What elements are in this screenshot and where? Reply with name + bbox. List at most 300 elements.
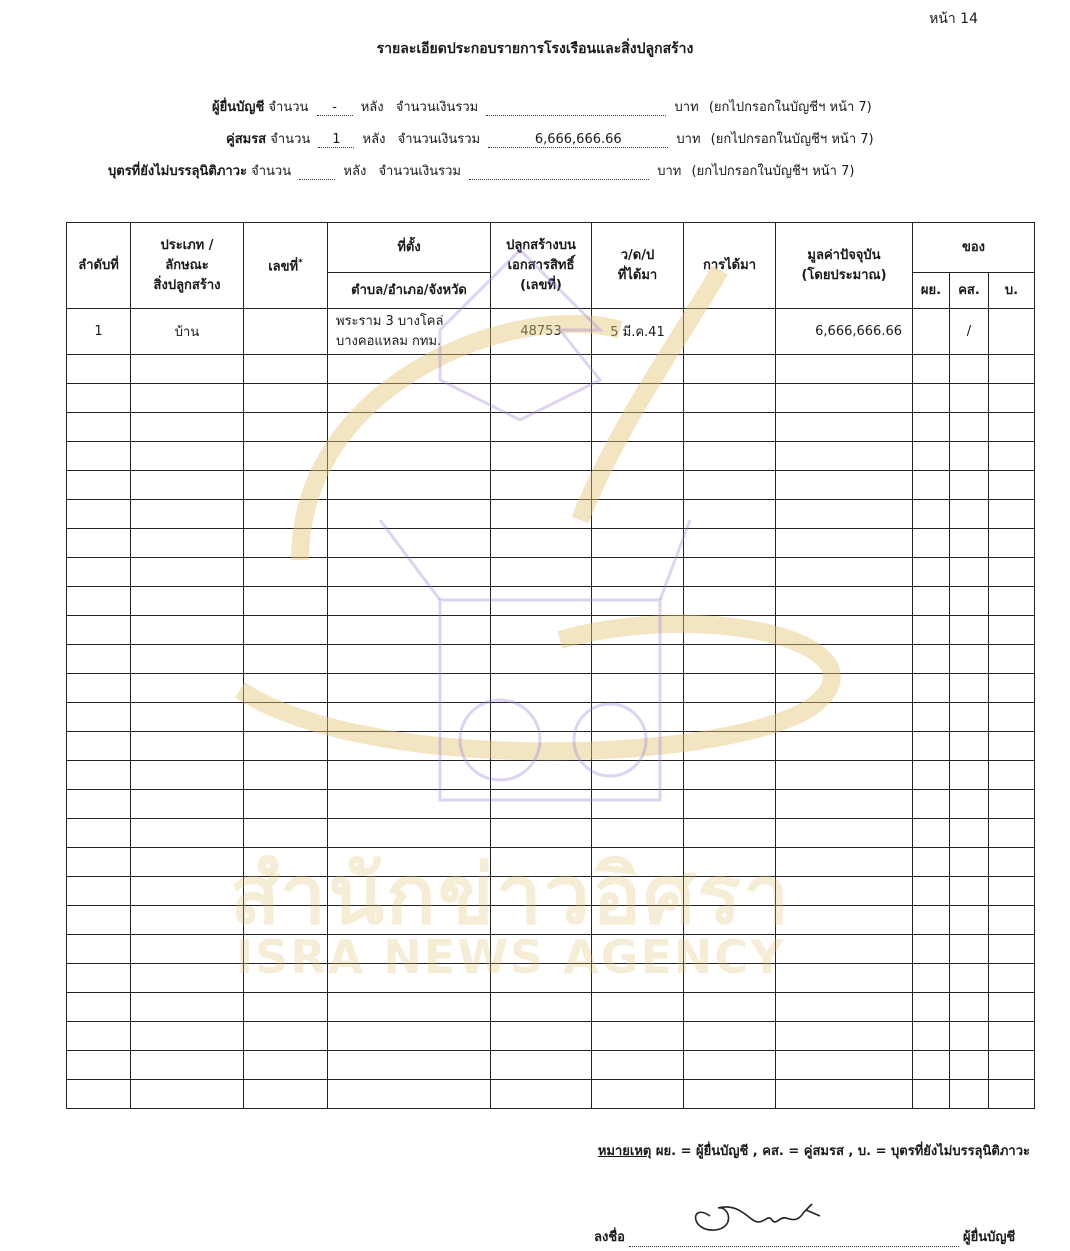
table-cell-empty [491,384,592,413]
table-cell-empty [684,384,776,413]
table-cell-empty [913,761,950,790]
summary-amount-label: จำนวนเงินรวม [395,100,479,115]
table-row-empty [67,732,1035,761]
table-cell-empty [328,558,491,587]
table-cell-empty [491,674,592,703]
table-row-empty [67,471,1035,500]
table-cell-empty [491,413,592,442]
footnote-label: หมายเหตุ [597,1144,652,1159]
table-cell-empty [491,558,592,587]
table-cell-empty [684,819,776,848]
table-cell-empty [592,558,684,587]
table-cell-empty [592,413,684,442]
table-cell-empty [244,877,328,906]
summary-currency: บาท [676,132,701,147]
header-owner: ของ [913,223,1035,273]
header-deed-line: เอกสารสิทธิ์ [507,257,575,273]
table-cell-empty [491,442,592,471]
table-cell-empty [776,790,913,819]
table-cell-empty [491,703,592,732]
cell-number [244,309,328,355]
table-cell-empty [684,993,776,1022]
table-cell-empty [131,384,244,413]
header-location: ที่ตั้ง [328,223,491,273]
table-cell-empty [131,471,244,500]
table-cell-empty [67,529,131,558]
table-cell-empty [684,964,776,993]
table-row-empty [67,587,1035,616]
table-cell-empty [131,993,244,1022]
table-cell-empty [684,790,776,819]
table-cell-empty [491,1022,592,1051]
table-cell-empty [328,616,491,645]
cell-value: 6,666,666.66 [776,309,913,355]
table-cell-empty [989,761,1035,790]
table-cell-empty [131,761,244,790]
table-row-empty [67,384,1035,413]
table-cell-empty [67,848,131,877]
table-cell-empty [989,616,1035,645]
table-row-empty [67,703,1035,732]
table-cell-empty [950,413,989,442]
table-cell-empty [913,500,950,529]
table-cell-empty [950,1022,989,1051]
table-cell-empty [131,703,244,732]
table-cell-empty [592,384,684,413]
header-value-line: มูลค่าปัจจุบัน [807,247,881,263]
table-cell-empty [244,964,328,993]
table-cell-empty [131,790,244,819]
table-cell-empty [328,993,491,1022]
table-cell-empty [67,384,131,413]
table-cell-empty [592,761,684,790]
table-cell-empty [592,1022,684,1051]
table-cell-empty [913,1051,950,1080]
watermark-thai: สำนักข่าวอิศรา [230,848,792,943]
table-cell-empty [244,529,328,558]
table-cell-empty [131,442,244,471]
table-cell-empty [328,529,491,558]
table-cell-empty [67,703,131,732]
table-cell-empty [913,819,950,848]
table-cell-empty [328,645,491,674]
table-cell-empty [244,1051,328,1080]
table-cell-empty [244,1080,328,1109]
table-cell-empty [776,761,913,790]
table-cell-empty [950,819,989,848]
summary-unit: หลัง [343,164,367,179]
table-cell-empty [491,819,592,848]
table-cell-empty [776,1080,913,1109]
table-cell-empty [989,355,1035,384]
table-cell-empty [244,703,328,732]
table-cell-empty [776,413,913,442]
summary-count [299,164,335,180]
header-date-line: ที่ได้มา [617,267,658,283]
table-cell-empty [131,1051,244,1080]
table-cell-empty [913,906,950,935]
table-row-empty [67,645,1035,674]
table-cell-empty [67,355,131,384]
table-cell-empty [328,442,491,471]
watermark-english: ISRA NEWS AGENCY [236,930,786,984]
table-row-empty [67,616,1035,645]
table-cell-empty [244,587,328,616]
table-cell-empty [776,616,913,645]
table-cell-empty [989,1022,1035,1051]
table-cell-empty [776,819,913,848]
table-cell-empty [592,442,684,471]
table-cell-empty [950,384,989,413]
table-cell-empty [913,732,950,761]
table-cell-empty [67,732,131,761]
table-cell-empty [67,964,131,993]
table-cell-empty [776,674,913,703]
table-cell-empty [950,790,989,819]
table-cell-empty [989,1051,1035,1080]
table-cell-empty [913,616,950,645]
cell-owner-declarant [913,309,950,355]
table-cell-empty [684,558,776,587]
table-cell-empty [592,645,684,674]
summary-unit: หลัง [362,132,386,147]
table-cell-empty [950,703,989,732]
table-cell-empty [592,877,684,906]
table-cell-empty [684,442,776,471]
cell-location-line: บางคอแหลม กทม. [336,333,442,349]
table-cell-empty [491,761,592,790]
header-number [244,223,328,309]
table-cell-empty [67,500,131,529]
table-cell-empty [131,413,244,442]
table-cell-empty [328,674,491,703]
table-cell-empty [684,674,776,703]
table-cell-empty [244,906,328,935]
table-cell-empty [776,529,913,558]
table-cell-empty [491,587,592,616]
table-cell-empty [950,674,989,703]
table-cell-empty [913,355,950,384]
table-row-empty [67,1022,1035,1051]
table-row-empty [67,819,1035,848]
table-cell-empty [950,935,989,964]
table-cell-empty [950,558,989,587]
table-cell-empty [491,645,592,674]
table-cell-empty [989,877,1035,906]
table-cell-empty [913,703,950,732]
summary-count-label: จำนวน [251,164,292,179]
table-cell-empty [67,761,131,790]
table-cell-empty [684,645,776,674]
table-cell-empty [131,1080,244,1109]
table-cell-empty [950,993,989,1022]
table-cell-empty [67,1051,131,1080]
table-row-empty [67,413,1035,442]
summary-person: ผู้ยื่นบัญชี [212,100,265,115]
table-cell-empty [244,413,328,442]
table-cell-empty [244,645,328,674]
table-cell-empty [684,877,776,906]
table-cell-empty [592,616,684,645]
table-cell-empty [491,616,592,645]
table-cell-empty [776,732,913,761]
table-cell-empty [592,500,684,529]
table-cell-empty [491,732,592,761]
table-cell-empty [328,935,491,964]
table-cell-empty [244,471,328,500]
table-cell-empty [776,471,913,500]
table-cell-empty [913,877,950,906]
table-cell-empty [244,355,328,384]
summary-note: (ยกไปกรอกในบัญชีฯ หน้า 7) [710,132,874,147]
table-cell-empty [491,848,592,877]
table-cell-empty [131,558,244,587]
header-date [592,223,684,309]
table-cell-empty [67,1080,131,1109]
table-cell-empty [989,471,1035,500]
table-cell-empty [328,732,491,761]
table-cell-empty [684,616,776,645]
table-cell-empty [131,1022,244,1051]
table-cell-empty [244,993,328,1022]
table-cell-empty [491,1080,592,1109]
table-cell-empty [328,1022,491,1051]
table-cell-empty [491,935,592,964]
table-cell-empty [776,355,913,384]
table-row-empty [67,442,1035,471]
table-cell-empty [989,1080,1035,1109]
footnote-text: ผย. = ผู้ยื่นบัญชี , คส. = คู่สมรส , บ. = บุตรที่ยังไม่บรรลุนิติภาวะ [655,1144,1030,1159]
table-row-empty [67,848,1035,877]
cell-owner-spouse: / [950,309,989,355]
table-cell-empty [592,964,684,993]
table-cell-empty [131,587,244,616]
table-cell-empty [491,529,592,558]
table-cell-empty [244,384,328,413]
table-cell-empty [592,935,684,964]
table-cell-empty [913,674,950,703]
table-row-empty [67,1080,1035,1109]
table-cell-empty [989,384,1035,413]
table-cell-empty [328,761,491,790]
table-cell-empty [491,906,592,935]
table-cell-empty [67,877,131,906]
table-cell-empty [491,993,592,1022]
table-cell-empty [950,732,989,761]
table-cell-empty [989,558,1035,587]
header-date-line: ว/ด/ป [620,247,655,263]
table-cell-empty [684,471,776,500]
signature-line [594,1226,1015,1247]
table-cell-empty [491,355,592,384]
table-cell-empty [244,761,328,790]
table-cell-empty [67,413,131,442]
summary-amount [486,100,666,116]
table-cell-empty [244,558,328,587]
summary-unit: หลัง [360,100,384,115]
table-cell-empty [592,529,684,558]
table-cell-empty [684,1022,776,1051]
table-cell-empty [328,384,491,413]
table-cell-empty [328,355,491,384]
table-cell-empty [592,1080,684,1109]
table-row-empty [67,761,1035,790]
table-cell-empty [776,384,913,413]
table-cell-empty [989,819,1035,848]
table-cell-empty [131,645,244,674]
table-cell-empty [950,848,989,877]
table-cell-empty [592,674,684,703]
table-cell-empty [776,1022,913,1051]
table-cell-empty [328,848,491,877]
table-cell-empty [989,790,1035,819]
table-cell-empty [950,964,989,993]
table-cell-empty [989,906,1035,935]
table-cell-empty [989,848,1035,877]
table-cell-empty [491,471,592,500]
table-cell-empty [776,848,913,877]
table-cell-empty [950,1080,989,1109]
table-cell-empty [989,674,1035,703]
table-cell-empty [131,500,244,529]
table-cell-empty [328,587,491,616]
header-value [776,223,913,309]
table-cell-empty [684,761,776,790]
table-cell-empty [592,587,684,616]
table-cell-empty [67,674,131,703]
table-cell-empty [913,645,950,674]
table-cell-empty [684,587,776,616]
table-cell-empty [776,645,913,674]
header-owner-declarant: ผย. [913,273,950,309]
cell-date: 5 มี.ค.41 [592,309,684,355]
table-cell-empty [67,645,131,674]
table-cell-empty [684,1080,776,1109]
table-cell-empty [244,732,328,761]
table-cell-empty [67,616,131,645]
table-cell-empty [131,819,244,848]
table-cell-empty [67,906,131,935]
table-cell-empty [950,1051,989,1080]
table-cell-empty [989,964,1035,993]
header-acquisition: การได้มา [684,223,776,309]
table-cell-empty [328,964,491,993]
table-cell-empty [684,906,776,935]
summary-count: 1 [318,132,354,148]
summary-person: บุตรที่ยังไม่บรรลุนิติภาวะ [108,164,247,179]
table-cell-empty [913,1022,950,1051]
table-cell-empty [989,993,1035,1022]
table-row-empty [67,500,1035,529]
table-cell-empty [592,819,684,848]
header-number-mark: * [298,258,303,269]
table-cell-empty [328,1051,491,1080]
summary-note: (ยกไปกรอกในบัญชีฯ หน้า 7) [708,100,872,115]
table-cell-empty [592,1051,684,1080]
table-cell-empty [131,906,244,935]
table-cell-empty [67,993,131,1022]
table-row-empty [67,935,1035,964]
header-deed [491,223,592,309]
cell-acquisition [684,309,776,355]
cell-no: 1 [67,309,131,355]
table-cell-empty [592,703,684,732]
table-cell-empty [592,355,684,384]
table-cell-empty [989,703,1035,732]
table-cell-empty [913,471,950,500]
table-cell-empty [328,790,491,819]
table-row-empty [67,674,1035,703]
table-cell-empty [989,587,1035,616]
table-cell-empty [989,442,1035,471]
table-cell-empty [131,674,244,703]
table-cell-empty [989,413,1035,442]
summary-amount-label: จำนวนเงินรวม [378,164,461,179]
table-row [67,309,1035,355]
table-cell-empty [684,1051,776,1080]
header-type-line: ประเภท / [160,237,214,253]
header-type-line: ลักษณะ [165,257,209,273]
table-cell-empty [913,529,950,558]
table-cell-empty [592,848,684,877]
table-cell-empty [131,732,244,761]
table-cell-empty [684,355,776,384]
table-cell-empty [950,645,989,674]
table-cell-empty [491,1051,592,1080]
table-cell-empty [913,413,950,442]
table-cell-empty [131,848,244,877]
table-cell-empty [913,384,950,413]
header-value-line: (โดยประมาณ) [801,267,887,283]
header-deed-line: ปลูกสร้างบน [506,237,576,253]
table-cell-empty [328,413,491,442]
table-cell-empty [67,790,131,819]
table-cell-empty [776,877,913,906]
table-cell-empty [913,964,950,993]
table-cell-empty [244,1022,328,1051]
cell-location-line: พระราม 3 บางโคล่ [336,313,444,329]
table-cell-empty [592,471,684,500]
table-cell-empty [684,413,776,442]
table-cell-empty [67,1022,131,1051]
page-title: รายละเอียดประกอบรายการโรงเรือนและสิ่งปลูกสร้าง [376,41,694,57]
summary-currency: บาท [657,164,682,179]
table-cell-empty [131,616,244,645]
table-cell-empty [913,1080,950,1109]
table-cell-empty [950,529,989,558]
table-cell-empty [328,906,491,935]
cell-deed: 48753 [491,309,592,355]
table-cell-empty [244,848,328,877]
table-cell-empty [328,877,491,906]
table-cell-empty [684,848,776,877]
table-cell-empty [950,442,989,471]
table-cell-empty [989,645,1035,674]
table-cell-empty [913,993,950,1022]
table-cell-empty [592,732,684,761]
table-cell-empty [244,790,328,819]
table-cell-empty [131,964,244,993]
header-location-sub: ตำบล/อำเภอ/จังหวัด [328,273,491,309]
table-row-empty [67,964,1035,993]
table-cell-empty [244,442,328,471]
table-cell-empty [328,819,491,848]
table-cell-empty [67,442,131,471]
table-row-empty [67,790,1035,819]
cell-type: บ้าน [131,309,244,355]
table-cell-empty [913,558,950,587]
summary-currency: บาท [674,100,699,115]
